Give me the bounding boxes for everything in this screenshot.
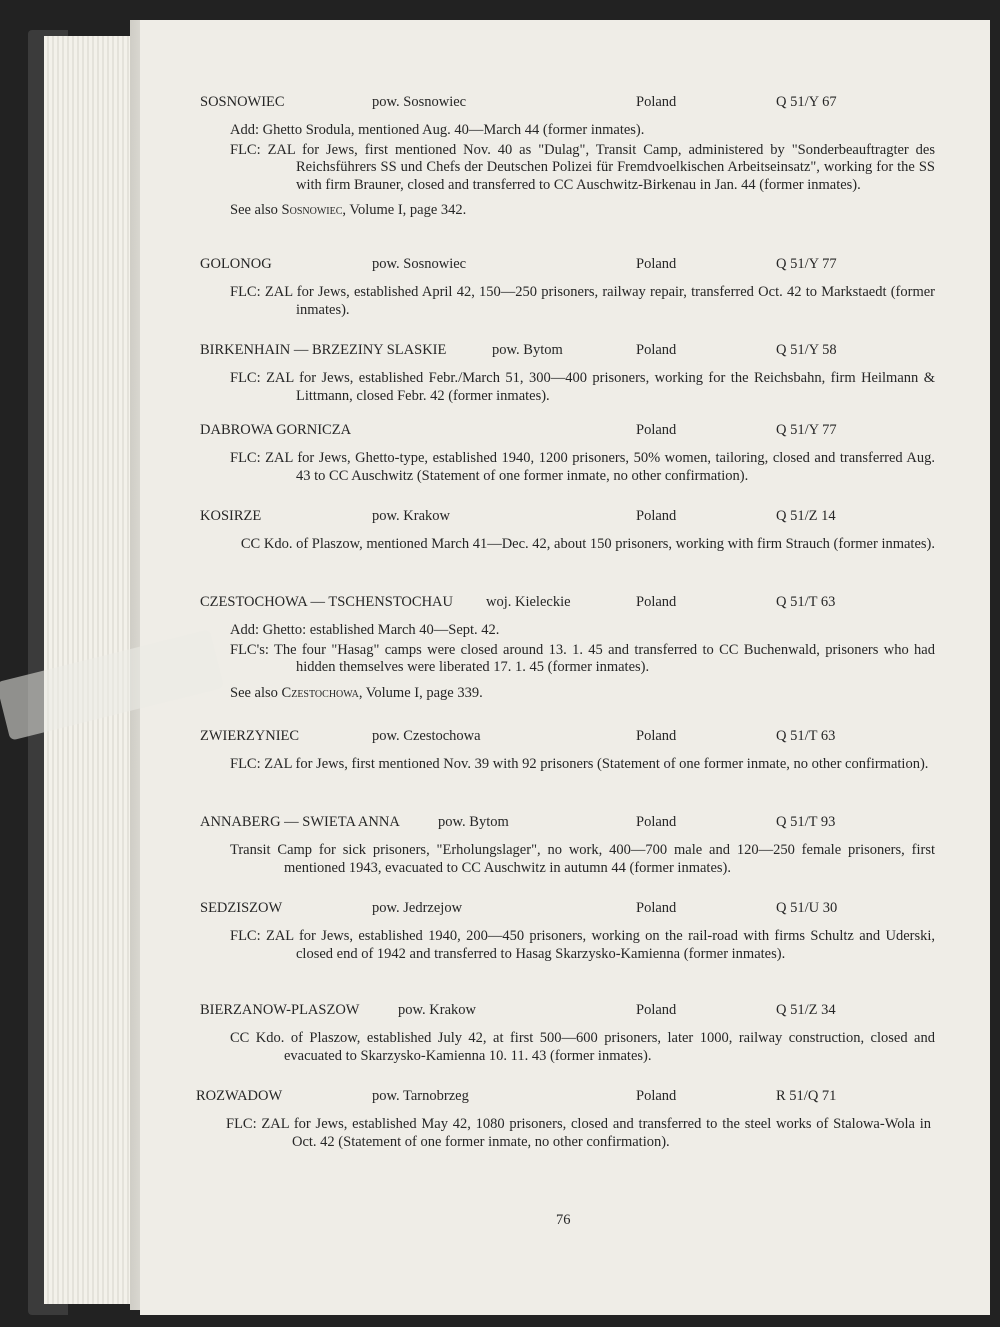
district: pow. Sosnowiec — [372, 94, 467, 110]
district: pow. Krakow — [398, 1002, 476, 1018]
para-label: Add: — [230, 122, 259, 138]
place-name: CZESTOCHOWA — TSCHENSTOCHAU — [200, 594, 453, 610]
place-name: SOSNOWIEC — [200, 94, 285, 110]
place-name: BIERZANOW-PLASZOW — [200, 1002, 360, 1018]
grid-reference: Q 51/T 63 — [776, 594, 836, 610]
grid-reference: Q 51/Y 77 — [776, 256, 837, 272]
see-suffix: , Volume I, page 342. — [342, 202, 467, 218]
entry-paragraph — [196, 1116, 931, 1151]
place-name: SEDZISZOW — [200, 900, 283, 916]
grid-reference: Q 51/T 63 — [776, 728, 836, 744]
entry-heading — [200, 1002, 935, 1024]
country: Poland — [636, 508, 677, 524]
entry-heading — [200, 814, 935, 836]
entry-paragraph: CC Kdo. of Plaszow, mentioned March 41—Dec. 42, about 150 prisoners, working with firm Strauch (former inmates). — [240, 536, 935, 552]
para-text: ZAL for Jews, established April 42, 150—250 prisoners, railway repair, transferred Oct. 42 to Markstaedt (former inmates). — [264, 284, 935, 318]
para-label: FLC's: — [230, 641, 269, 658]
entry-dabrowa-gornicza — [200, 422, 935, 487]
grid-reference: Q 51/Z 34 — [776, 1002, 836, 1018]
entry-paragraph: Transit Camp for sick prisoners, "Erholungslager", no work, 400—700 male and 120—250 female prisoners, first mentioned 1943, evacuated to CC Auschwitz in autumn 44 (former inmates). — [230, 842, 935, 876]
place-name: ZWIERZYNIEC — [200, 728, 300, 744]
entry-paragraph — [200, 370, 935, 405]
entry-zwierzyniec — [200, 728, 935, 776]
para-label: FLC: — [230, 370, 261, 386]
see-prefix: See also — [230, 202, 278, 218]
district: pow. Bytom — [492, 342, 563, 358]
place-name: KOSIRZE — [200, 508, 262, 524]
entry-body — [200, 756, 935, 774]
entry-paragraph — [200, 142, 935, 195]
entry-paragraph — [200, 122, 935, 140]
entry-paragraph: CC Kdo. of Plaszow, established July 42, at first 500—600 prisoners, later 1000, railway construction, closed and evacuated to Skarzysko-Kamienna 10. 11. 43 (former inmates). — [230, 1030, 935, 1064]
district: pow. Czestochowa — [372, 728, 481, 744]
para-label: FLC: — [226, 1116, 257, 1132]
district: pow. Krakow — [372, 508, 450, 524]
see-name: Czestochowa — [281, 684, 359, 701]
see-prefix: See also — [230, 684, 278, 701]
entry-paragraph — [200, 928, 935, 963]
para-text: ZAL for Jews, first mentioned Nov. 40 as "Dulag", Transit Camp, administered by "Sonderbeauftragter des Reichsführers SS und Chefs der Deutschen Polizei für Fremdvoelkischen Arbeitseinsatz", working for the SS with firm Brauner, closed and transferred to CC Auschwitz-Birkenau in Jan. 44 (former inmates). — [267, 141, 935, 193]
para-label: Add: — [230, 622, 259, 638]
district: pow. Sosnowiec — [372, 256, 467, 272]
entry-sedziszow — [200, 900, 935, 965]
district: woj. Kieleckie — [486, 594, 571, 610]
district: pow. Tarnobrzeg — [372, 1088, 469, 1104]
country: Poland — [636, 1088, 677, 1104]
entry-kosirze — [200, 508, 935, 556]
para-text: ZAL for Jews, Ghetto-type, established 1940, 1200 prisoners, 50% women, tailoring, closed and transferred Aug. 43 to CC Auschwitz (Statement of one former inmate, no other confirmation). — [265, 450, 935, 484]
entry-heading — [200, 594, 935, 616]
entry-heading — [200, 342, 935, 364]
para-label: FLC: — [230, 928, 261, 944]
country: Poland — [636, 728, 677, 744]
entry-body — [200, 536, 935, 554]
entry-paragraph — [200, 284, 935, 319]
district: pow. Bytom — [438, 814, 509, 830]
para-text: ZAL for Jews, first mentioned Nov. 39 with 92 prisoners (Statement of one former inmate, no other confirmation). — [264, 756, 929, 772]
entry-body — [200, 450, 935, 485]
entry-heading — [200, 94, 935, 116]
country: Poland — [636, 94, 677, 110]
entry-sosnowiec — [200, 94, 935, 234]
grid-reference: Q 51/T 93 — [776, 814, 836, 830]
country: Poland — [636, 594, 677, 610]
entry-rozwadow — [196, 1088, 931, 1153]
place-name: ROZWADOW — [196, 1088, 283, 1104]
entry-birkenhain — [200, 342, 935, 407]
grid-reference: R 51/Q 71 — [776, 1088, 837, 1104]
country: Poland — [636, 256, 677, 272]
entry-body — [200, 122, 935, 220]
entry-body — [196, 1116, 931, 1151]
grid-reference: Q 51/Z 14 — [776, 508, 836, 524]
entry-paragraph — [200, 642, 935, 677]
entry-paragraph — [200, 450, 935, 485]
country: Poland — [636, 814, 677, 830]
place-name: DABROWA GORNICZA — [200, 422, 352, 438]
entry-body — [200, 842, 935, 877]
para-text: ZAL for Jews, established 1940, 200—450 prisoners, working on the rail-road with firms Schultz and Uderski, closed end of 1942 and transferred to Hasag Skarzysko-Kamienna (former inmates). — [265, 928, 936, 962]
country: Poland — [636, 422, 677, 438]
para-text: The four "Hasag" camps were closed around 13. 1. 45 and transferred to CC Buchenwald, prisoners who had hidden themselves were liberated 17. 1. 45 (former inmates). — [273, 641, 935, 675]
grid-reference: Q 51/Y 77 — [776, 422, 837, 438]
see-also — [200, 202, 935, 220]
entry-heading — [196, 1088, 931, 1110]
grid-reference: Q 51/Y 58 — [776, 342, 837, 358]
page-number: 76 — [556, 1212, 571, 1228]
entry-paragraph — [200, 756, 935, 774]
entry-heading — [200, 900, 935, 922]
entry-heading — [200, 422, 935, 444]
district: pow. Jedrzejow — [372, 900, 463, 916]
place-name: BIRKENHAIN — BRZEZINY SLASKIE — [200, 342, 447, 358]
see-also — [200, 685, 935, 703]
para-text: ZAL for Jews, established May 42, 1080 prisoners, closed and transferred to the steel works of Stalowa-Wola in Oct. 42 (Statement of one former inmate, no other confirmation). — [261, 1116, 931, 1150]
country: Poland — [636, 342, 677, 358]
entry-body — [200, 1030, 935, 1065]
entry-golonog — [200, 256, 935, 321]
see-suffix: , Volume I, page 339. — [358, 684, 483, 701]
entry-bierzanow-plaszow — [200, 1002, 935, 1067]
para-text: ZAL for Jews, established Febr./March 51, 300—400 prisoners, working for the Reichsbahn, firm Heilmann & Littmann, closed Febr. 42 (former inmates). — [266, 370, 935, 404]
para-text: Ghetto: established March 40—Sept. 42. — [262, 622, 500, 638]
country: Poland — [636, 900, 677, 916]
country: Poland — [636, 1002, 677, 1018]
see-name: Sosnowiec — [281, 202, 343, 218]
entry-body — [200, 622, 935, 702]
entry-body — [200, 928, 935, 963]
entry-heading — [200, 256, 935, 278]
para-label: FLC: — [230, 284, 261, 300]
entry-paragraph — [200, 622, 935, 640]
entry-heading — [200, 728, 935, 750]
para-label: FLC: — [230, 450, 261, 466]
place-name: GOLONOG — [200, 256, 272, 272]
entry-body — [200, 370, 935, 405]
place-name: ANNABERG — SWIETA ANNA — [200, 814, 400, 830]
entry-czestochowa — [200, 594, 935, 717]
entry-annaberg — [200, 814, 935, 879]
para-text: Ghetto Srodula, mentioned Aug. 40—March 44 (former inmates). — [262, 122, 645, 138]
entry-body — [200, 284, 935, 319]
para-label: FLC: — [230, 141, 261, 158]
grid-reference: Q 51/Y 67 — [776, 94, 837, 110]
para-label: FLC: — [230, 756, 261, 772]
grid-reference: Q 51/U 30 — [776, 900, 838, 916]
entry-heading — [200, 508, 935, 530]
